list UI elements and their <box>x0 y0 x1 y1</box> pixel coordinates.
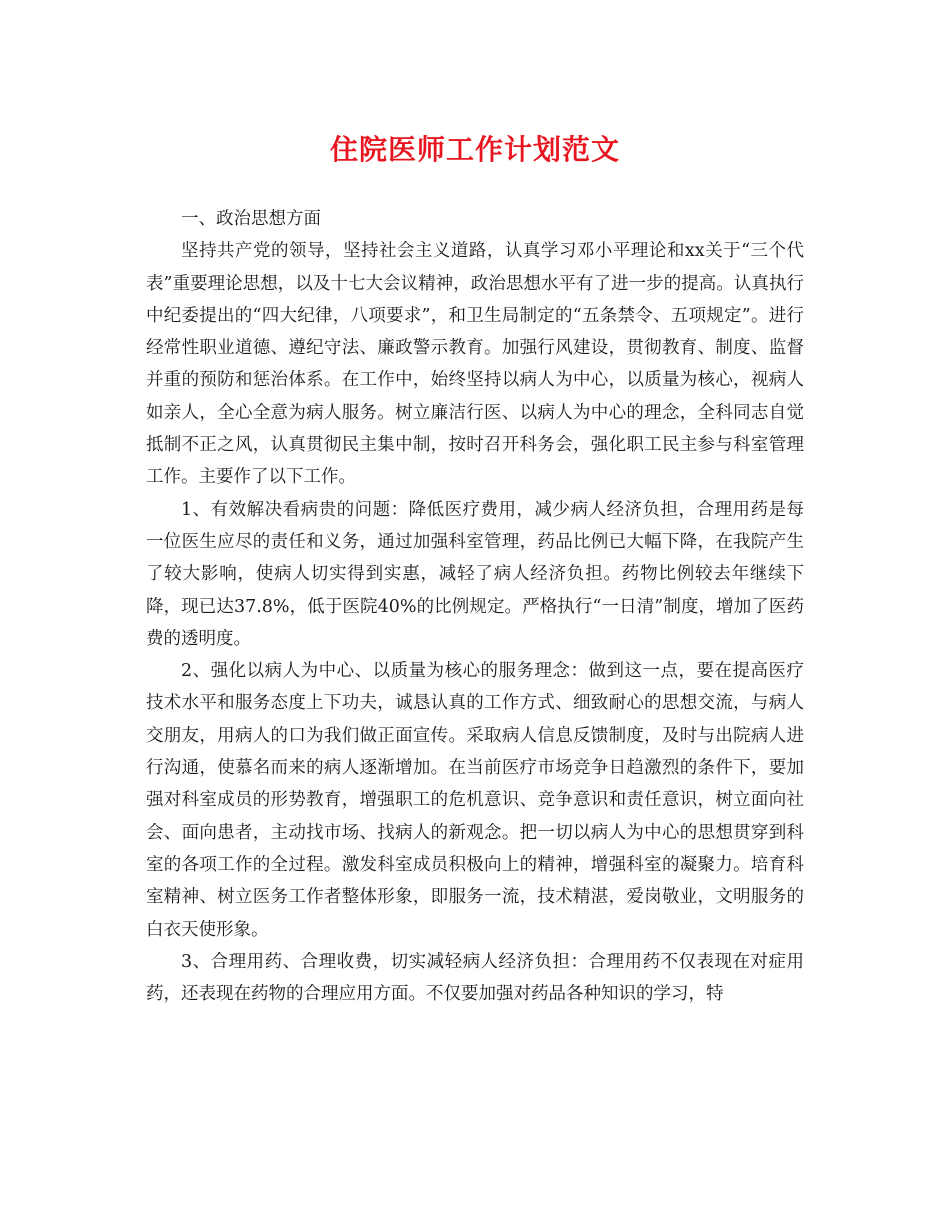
paragraph: 3、合理用药、合理收费，切实减轻病人经济负担：合理用药不仅表现在对症用药，还表现在药物的合理应用方面。不仅要加强对药品各种知识的学习，特 <box>146 951 804 1005</box>
document-title: 住院医师工作计划范文 <box>329 133 620 166</box>
document-body <box>146 203 804 1010</box>
section-heading: 一、政治思想方面 <box>181 209 321 229</box>
paragraph: 2、强化以病人为中心、以质量为核心的服务理念：做到这一点，要在提高医疗技术水平和服务态度上下功夫，诚恳认真的工作方式、细致耐心的思想交流，与病人交朋友，用病人的口为我们做正面宣传。采取病人信息反馈制度，及时与出院病人进行沟通，使慕名而来的病人逐渐增加。在当前医疗市场竞争日趋激烈的条件下，要加强对科室成员的形势教育，增强职工的危机意识、竞争意识和责任意识，树立面向社会、面向患者，主动找市场、找病人的新观念。把一切以病人为中心的思想贯穿到科室的各项工作的全过程。激发科室成员积极向上的精神，增强科室的凝聚力。培育科室精神、树立医务工作者整体形象，即服务一流，技术精湛，爱岗敬业，文明服务的白衣天使形象。 <box>146 661 804 940</box>
paragraph: 坚持共产党的领导，坚持社会主义道路，认真学习邓小平理论和xx关于“三个代表”重要理论思想，以及十七大会议精神，政治思想水平有了进一步的提高。认真执行中纪委提出的“四大纪律，八项要求”，和卫生局制定的“五条禁令、五项规定”。进行经常性职业道德、遵纪守法、廉政警示教育。加强行风建设，贯彻教育、制度、监督并重的预防和惩治体系。在工作中，始终坚持以病人为中心，以质量为核心，视病人如亲人，全心全意为病人服务。树立廉洁行医、以病人为中心的理念，全科同志自觉抵制不正之风，认真贯彻民主集中制，按时召开科务会，强化职工民主参与科室管理工作。主要作了以下工作。 <box>146 241 804 488</box>
paragraph: 1、有效解决看病贵的问题：降低医疗费用，减少病人经济负担，合理用药是每一位医生应尽的责任和义务，通过加强科室管理，药品比例已大幅下降，在我院产生了较大影响，使病人切实得到实惠，减轻了病人经济负担。药物比例较去年继续下降，现已达37.8%，低于医院40%的比例规定。严格执行“一日清”制度，增加了医药费的透明度。 <box>146 499 804 649</box>
